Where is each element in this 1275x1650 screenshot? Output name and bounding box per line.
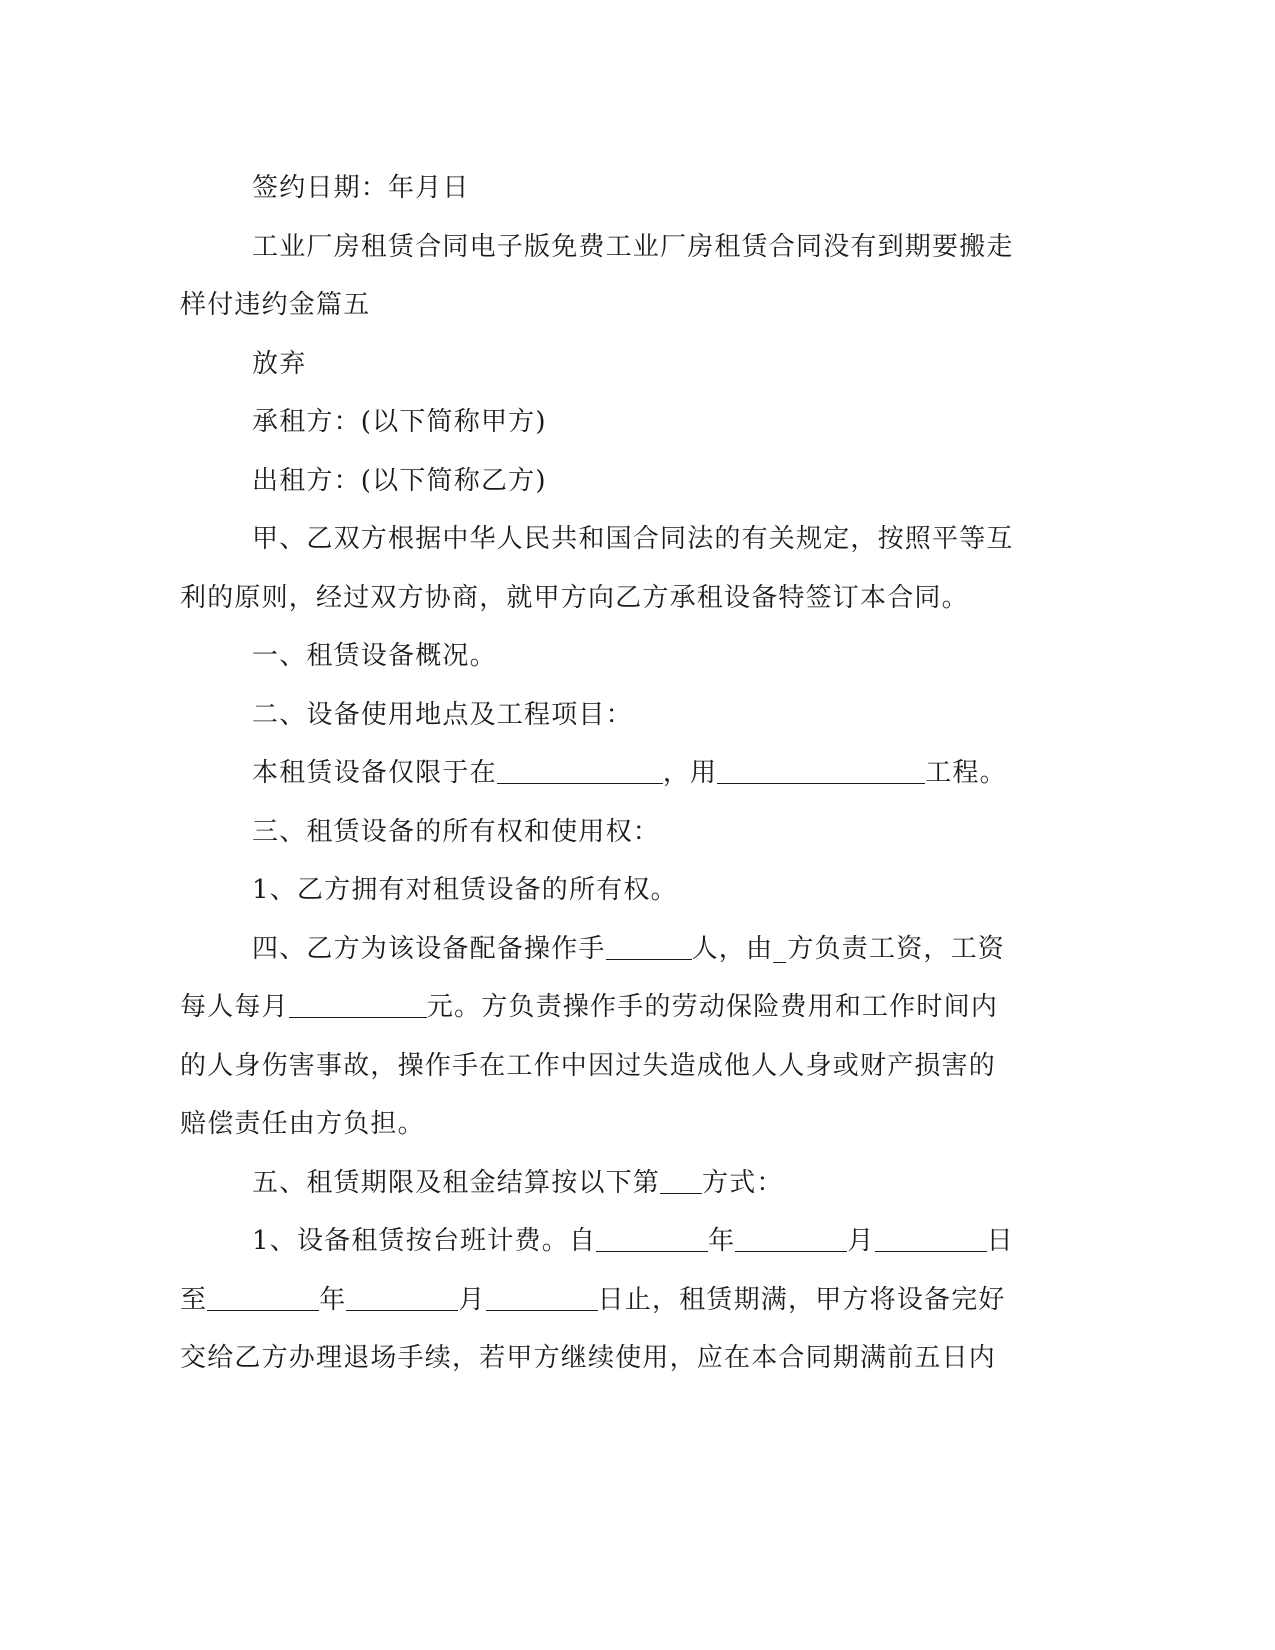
section-4-line-2 — [180, 978, 1060, 1037]
day-label: 日 — [986, 1226, 1014, 1256]
section-5-text-1: 五、租赁期限及租金结算按以下第 — [252, 1167, 661, 1198]
project-blank[interactable] — [717, 753, 925, 784]
section-5-item-1-line-3: 交给乙方办理退场手续，若甲方继续使用，应在本合同期满前五日内 — [180, 1343, 997, 1373]
operator-count-blank[interactable] — [606, 929, 692, 960]
end-year-label: 年 — [319, 1284, 347, 1315]
section-4-text-3: 每人每月 — [180, 992, 289, 1022]
start-day-blank[interactable] — [875, 1221, 987, 1252]
month-label: 月 — [847, 1226, 875, 1256]
location-blank[interactable] — [497, 753, 663, 784]
section-4-line-4: 赔偿责任由方负担。 — [180, 1109, 425, 1139]
section-3-item-1: 1、乙方拥有对租赁设备的所有权。 — [252, 875, 678, 905]
section-heading-line-1: 工业厂房租赁合同电子版免费工业厂房租赁合同没有到期要搬走 — [252, 231, 1014, 262]
preamble-line-2: 利的原则，经过双方协商，就甲方向乙方承租设备特签订本合同。 — [180, 582, 969, 613]
location-text-1: 本租赁设备仅限于在 — [252, 758, 497, 788]
monthly-wage-blank[interactable] — [289, 987, 427, 1018]
section-5-item-1-line-2 — [180, 1271, 1060, 1330]
preamble-line-1: 甲、乙双方根据中华人民共和国合同法的有关规定，按照平等互 — [252, 524, 1014, 554]
lessee-line: 承租方：(以下简称甲方) — [252, 407, 547, 437]
to-label: 至 — [180, 1284, 208, 1315]
end-month-blank[interactable] — [346, 1280, 458, 1311]
section-4-text-1: 四、乙方为该设备配备操作手 — [252, 933, 606, 964]
end-year-blank[interactable] — [207, 1280, 319, 1311]
section-5-item-text: 1、设备租赁按台班计费。自 — [252, 1226, 597, 1256]
year-label: 年 — [708, 1226, 736, 1256]
document-body — [180, 159, 1060, 1388]
location-text-3: 工程。 — [925, 758, 1007, 788]
end-day-blank[interactable] — [486, 1280, 598, 1311]
location-text-2: ，用 — [662, 758, 718, 788]
section-4-line-1 — [180, 920, 1060, 979]
section-5-title — [180, 1154, 1060, 1213]
section-5-text-2: 方式： — [702, 1167, 784, 1198]
start-month-blank[interactable] — [735, 1221, 847, 1252]
section-1-title: 一、租赁设备概况。 — [252, 641, 497, 671]
section-5-item-1-line-1 — [180, 1212, 1060, 1271]
signing-date-line: 签约日期：年月日 — [252, 173, 470, 203]
abandon-line: 放弃 — [252, 348, 307, 379]
section-4-line-3: 的人身伤害事故，操作手在工作中因过失造成他人人身或财产损害的 — [180, 1050, 997, 1081]
section-heading-line-2: 样付违约金篇五 — [180, 290, 371, 320]
section-4-text-2: 人，由_方负责工资，工资 — [691, 933, 1006, 964]
start-year-blank[interactable] — [596, 1221, 708, 1252]
end-month-label: 月 — [458, 1284, 486, 1315]
until-text: 日止，租赁期满，甲方将设备完好 — [597, 1284, 1006, 1315]
location-line — [180, 744, 1060, 803]
lessor-line: 出租方：(以下简称乙方) — [252, 465, 547, 496]
section-2-title: 二、设备使用地点及工程项目： — [252, 699, 633, 730]
method-number-blank[interactable] — [660, 1163, 702, 1194]
section-4-text-4: 元。方负责操作手的劳动保险费用和工作时间内 — [426, 992, 999, 1022]
section-3-title: 三、租赁设备的所有权和使用权： — [252, 816, 661, 847]
